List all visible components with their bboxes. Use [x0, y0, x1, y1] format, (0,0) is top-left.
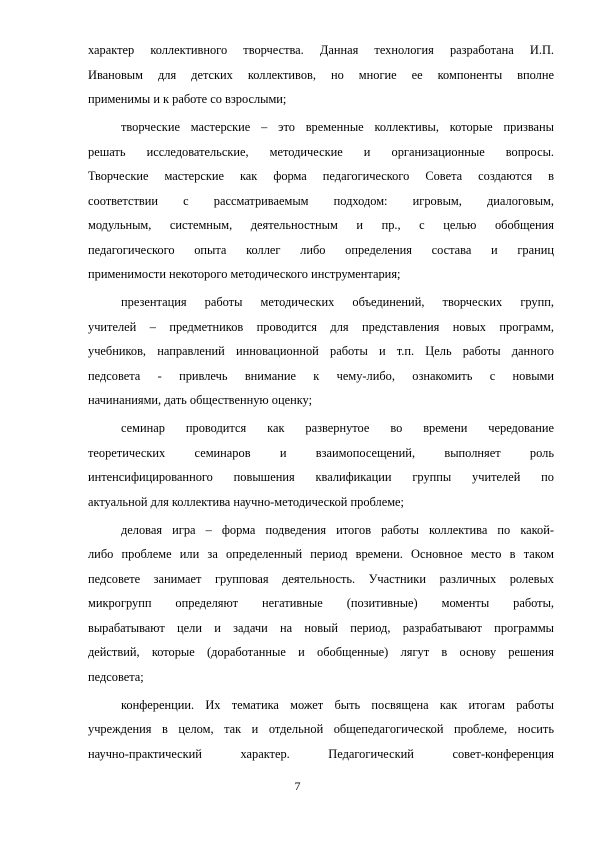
text-line: применимости некоторого методического инструментария;: [88, 267, 401, 281]
text-line: интенсифицированного повышения квалификации группы учителей по: [88, 470, 554, 484]
text-line: конференции. Их тематика может быть посвящена как итогам работы: [121, 697, 554, 712]
text-line: деловая игра – форма подведения итогов работы коллектива по какой-: [121, 522, 554, 537]
text-line: учебников, направлений инновационной работы и т.п. Цель работы данного: [88, 344, 554, 358]
text-line: либо проблеме или за определенный период времени. Основное место в таком: [88, 547, 554, 561]
paragraph: [88, 693, 554, 767]
text-line: теоретических семинаров и взаимопосещений, выполняет роль: [88, 445, 554, 460]
text-line: педсовета;: [88, 669, 144, 684]
text-line: семинар проводится как развернутое во времени чередование: [121, 421, 554, 435]
text-line: педсовета - привлечь внимание к чему-либо, ознакомить с новыми: [88, 368, 554, 383]
text-line: актуальной для коллектива научно-методической проблеме;: [88, 494, 404, 509]
paragraph: [88, 518, 554, 690]
text-line: микрогрупп определяют негативные (позитивные) моменты работы,: [88, 596, 554, 610]
text-line: учреждения в целом, так и отдельной общепедагогической проблеме, носить: [88, 722, 554, 736]
text-line: действий, которые (доработанные и обобщенные) лягут в основу решения: [88, 645, 554, 659]
paragraph: [88, 115, 554, 287]
body-text: [88, 38, 554, 770]
text-line: учителей – предметников проводится для представления новых программ,: [88, 319, 554, 334]
text-line: начинаниями, дать общественную оценку;: [88, 393, 313, 407]
text-line: педсовете занимает групповая деятельность. Участники различных ролевых: [88, 571, 554, 586]
text-line: презентация работы методических объединений, творческих групп,: [121, 295, 554, 309]
text-line: вырабатывают цели и задачи на новый период, разрабатывают программы: [88, 620, 554, 635]
text-line: творческие мастерские – это временные коллективы, которые призваны: [121, 120, 554, 134]
text-line: Ивановым для детских коллективов, но многие ее компоненты вполне: [88, 67, 554, 82]
paragraph: [88, 38, 554, 112]
text-line: педагогического опыта коллег либо определения состава и границ: [88, 242, 554, 257]
text-line: характер коллективного творчества. Данная технология разработана И.П.: [88, 43, 554, 57]
text-line: решать исследовательские, методические и организационные вопросы.: [88, 144, 554, 159]
page-number: 7: [294, 779, 301, 793]
paragraph: [88, 416, 554, 514]
text-line: Творческие мастерские как форма педагогического Совета создаются в: [88, 169, 554, 183]
text-line: применимы и к работе со взрослыми;: [88, 92, 287, 106]
text-line: соответствии с рассматриваемым подходом: игровым, диалоговым,: [88, 193, 554, 208]
paragraph: [88, 290, 554, 413]
text-line: модульным, системным, деятельностным и пр., с целью обобщения: [88, 218, 554, 232]
text-line: научно-практический характер. Педагогический совет-конференция: [88, 746, 554, 761]
